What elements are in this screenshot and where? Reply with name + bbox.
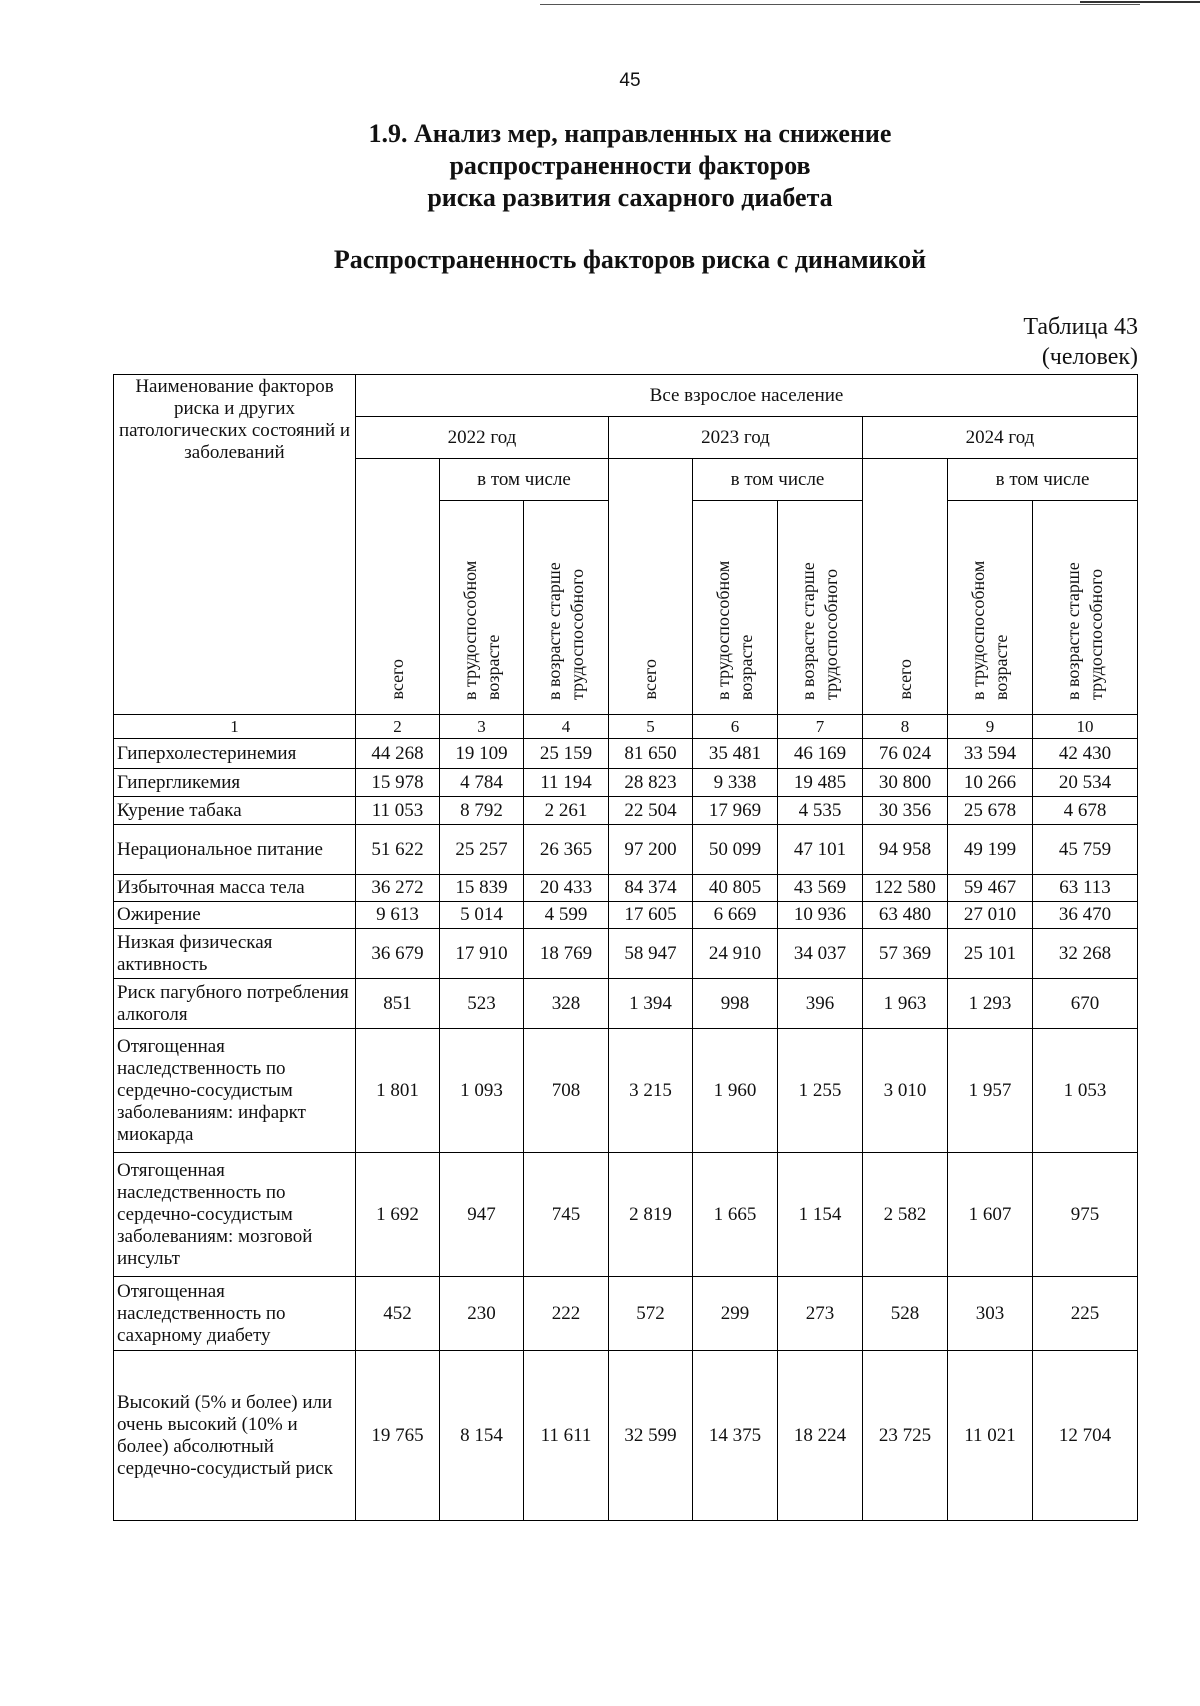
cell-value: 998 xyxy=(693,979,778,1029)
cell-value: 63 113 xyxy=(1033,875,1138,902)
cell-value: 396 xyxy=(778,979,863,1029)
cell-value: 1 093 xyxy=(440,1029,524,1153)
cell-value: 25 159 xyxy=(524,739,609,769)
cell-value: 1 154 xyxy=(778,1153,863,1277)
cell-value: 670 xyxy=(1033,979,1138,1029)
header-including-2023: в том числе xyxy=(693,459,863,501)
cell-value: 328 xyxy=(524,979,609,1029)
column-number: 2 xyxy=(356,715,440,739)
risk-factors-table xyxy=(113,374,1138,1521)
cell-value: 14 375 xyxy=(693,1351,778,1521)
cell-value: 851 xyxy=(356,979,440,1029)
cell-value: 122 580 xyxy=(863,875,948,902)
header-including-2024: в том числе xyxy=(948,459,1138,501)
cell-value: 5 014 xyxy=(440,902,524,929)
cell-value: 947 xyxy=(440,1153,524,1277)
cell-value: 57 369 xyxy=(863,929,948,979)
cell-value: 1 394 xyxy=(609,979,693,1029)
cell-value: 17 969 xyxy=(693,797,778,825)
cell-value: 3 215 xyxy=(609,1029,693,1153)
cell-value: 9 338 xyxy=(693,769,778,797)
header-including-2022: в том числе xyxy=(440,459,609,501)
header-working-age-2023: в трудоспособном возрасте xyxy=(693,501,778,715)
row-label: Ожирение xyxy=(114,902,356,929)
cell-value: 46 169 xyxy=(778,739,863,769)
cell-value: 44 268 xyxy=(356,739,440,769)
table-row xyxy=(114,739,1138,769)
cell-value: 8 792 xyxy=(440,797,524,825)
section-title-line: 1.9. Анализ мер, направленных на снижение xyxy=(368,119,892,148)
table-row xyxy=(114,769,1138,797)
header-year-2024: 2024 год xyxy=(863,417,1138,459)
cell-value: 745 xyxy=(524,1153,609,1277)
table-row xyxy=(114,875,1138,902)
section-title-line: риска развития сахарного диабета xyxy=(427,183,833,212)
cell-value: 32 599 xyxy=(609,1351,693,1521)
cell-value: 30 800 xyxy=(863,769,948,797)
row-label: Отягощенная наследственность по сердечно-сосудистым заболеваниям: мозговой инсульт xyxy=(114,1153,356,1277)
cell-value: 94 958 xyxy=(863,825,948,875)
cell-value: 25 101 xyxy=(948,929,1033,979)
header-older-2024: в возрасте старше трудоспособного xyxy=(1033,501,1138,715)
cell-value: 222 xyxy=(524,1277,609,1351)
cell-value: 28 823 xyxy=(609,769,693,797)
table-row xyxy=(114,797,1138,825)
cell-value: 1 665 xyxy=(693,1153,778,1277)
cell-value: 452 xyxy=(356,1277,440,1351)
row-label: Гиперхолестеринемия xyxy=(114,739,356,769)
cell-value: 273 xyxy=(778,1277,863,1351)
page-number: 45 xyxy=(619,70,641,91)
cell-value: 40 805 xyxy=(693,875,778,902)
cell-value: 1 053 xyxy=(1033,1029,1138,1153)
row-label: Высокий (5% и более) или очень высокий (10% и более) абсолютный сердечно-сосудистый риск xyxy=(114,1351,356,1521)
cell-value: 51 622 xyxy=(356,825,440,875)
cell-value: 4 784 xyxy=(440,769,524,797)
cell-value: 9 613 xyxy=(356,902,440,929)
cell-value: 76 024 xyxy=(863,739,948,769)
column-number: 5 xyxy=(609,715,693,739)
cell-value: 1 801 xyxy=(356,1029,440,1153)
table-row xyxy=(114,902,1138,929)
cell-value: 975 xyxy=(1033,1153,1138,1277)
cell-value: 32 268 xyxy=(1033,929,1138,979)
cell-value: 45 759 xyxy=(1033,825,1138,875)
cell-value: 299 xyxy=(693,1277,778,1351)
cell-value: 1 255 xyxy=(778,1029,863,1153)
cell-value: 23 725 xyxy=(863,1351,948,1521)
header-year-2023: 2023 год xyxy=(609,417,863,459)
column-number: 8 xyxy=(863,715,948,739)
cell-value: 1 293 xyxy=(948,979,1033,1029)
column-number: 9 xyxy=(948,715,1033,739)
cell-value: 1 957 xyxy=(948,1029,1033,1153)
table-row xyxy=(114,979,1138,1029)
cell-value: 11 611 xyxy=(524,1351,609,1521)
cell-value: 10 936 xyxy=(778,902,863,929)
header-older-2022: в возрасте старше трудоспособного xyxy=(524,501,609,715)
column-number: 4 xyxy=(524,715,609,739)
cell-value: 18 769 xyxy=(524,929,609,979)
header-total-2022: всего xyxy=(356,459,440,715)
table-row xyxy=(114,825,1138,875)
cell-value: 1 960 xyxy=(693,1029,778,1153)
cell-value: 10 266 xyxy=(948,769,1033,797)
cell-value: 43 569 xyxy=(778,875,863,902)
header-older-2023: в возрасте старше трудоспособного xyxy=(778,501,863,715)
cell-value: 81 650 xyxy=(609,739,693,769)
cell-value: 30 356 xyxy=(863,797,948,825)
row-label: Отягощенная наследственность по сердечно-сосудистым заболеваниям: инфаркт миокарда xyxy=(114,1029,356,1153)
header-total-2023: всего xyxy=(609,459,693,715)
section-title xyxy=(300,118,960,214)
table-row xyxy=(114,1277,1138,1351)
cell-value: 25 257 xyxy=(440,825,524,875)
cell-value: 11 194 xyxy=(524,769,609,797)
cell-value: 17 605 xyxy=(609,902,693,929)
header-working-age-2024: в трудоспособном возрасте xyxy=(948,501,1033,715)
cell-value: 17 910 xyxy=(440,929,524,979)
cell-value: 35 481 xyxy=(693,739,778,769)
cell-value: 2 261 xyxy=(524,797,609,825)
table-row xyxy=(114,1351,1138,1521)
table-subtitle: Распространенность факторов риска с динамикой xyxy=(333,245,927,274)
cell-value: 11 021 xyxy=(948,1351,1033,1521)
cell-value: 2 819 xyxy=(609,1153,693,1277)
row-label: Риск пагубного потребления алкоголя xyxy=(114,979,356,1029)
cell-value: 33 594 xyxy=(948,739,1033,769)
row-label: Избыточная масса тела xyxy=(114,875,356,902)
cell-value: 4 599 xyxy=(524,902,609,929)
cell-value: 20 433 xyxy=(524,875,609,902)
cell-value: 19 765 xyxy=(356,1351,440,1521)
section-title-line: распространенности факторов xyxy=(449,151,811,180)
cell-value: 572 xyxy=(609,1277,693,1351)
cell-value: 84 374 xyxy=(609,875,693,902)
cell-value: 59 467 xyxy=(948,875,1033,902)
cell-value: 34 037 xyxy=(778,929,863,979)
column-number: 6 xyxy=(693,715,778,739)
header-total-2024: всего xyxy=(863,459,948,715)
cell-value: 18 224 xyxy=(778,1351,863,1521)
cell-value: 8 154 xyxy=(440,1351,524,1521)
cell-value: 42 430 xyxy=(1033,739,1138,769)
cell-value: 58 947 xyxy=(609,929,693,979)
cell-value: 1 607 xyxy=(948,1153,1033,1277)
cell-value: 708 xyxy=(524,1029,609,1153)
cell-value: 528 xyxy=(863,1277,948,1351)
column-number: 1 xyxy=(114,715,356,739)
cell-value: 25 678 xyxy=(948,797,1033,825)
table-row xyxy=(114,1153,1138,1277)
header-factor-name: Наименование факторов риска и других патологических состояний и заболеваний xyxy=(114,375,356,715)
cell-value: 47 101 xyxy=(778,825,863,875)
table-row xyxy=(114,1029,1138,1153)
header-working-age-2022: в трудоспособном возрасте xyxy=(440,501,524,715)
table-number: Таблица 43 xyxy=(1023,314,1138,340)
cell-value: 24 910 xyxy=(693,929,778,979)
table-unit: (человек) xyxy=(1041,344,1138,370)
column-number: 7 xyxy=(778,715,863,739)
cell-value: 15 839 xyxy=(440,875,524,902)
scan-edge-line-bold xyxy=(1080,1,1200,3)
cell-value: 3 010 xyxy=(863,1029,948,1153)
cell-value: 1 963 xyxy=(863,979,948,1029)
cell-value: 2 582 xyxy=(863,1153,948,1277)
scan-edge-line xyxy=(540,4,1140,5)
cell-value: 19 485 xyxy=(778,769,863,797)
cell-value: 4 678 xyxy=(1033,797,1138,825)
column-number: 3 xyxy=(440,715,524,739)
cell-value: 4 535 xyxy=(778,797,863,825)
cell-value: 225 xyxy=(1033,1277,1138,1351)
cell-value: 97 200 xyxy=(609,825,693,875)
cell-value: 1 692 xyxy=(356,1153,440,1277)
table-row xyxy=(114,929,1138,979)
row-label: Гипергликемия xyxy=(114,769,356,797)
cell-value: 50 099 xyxy=(693,825,778,875)
cell-value: 15 978 xyxy=(356,769,440,797)
table-body xyxy=(114,739,1138,1521)
row-label: Низкая физическая активность xyxy=(114,929,356,979)
cell-value: 6 669 xyxy=(693,902,778,929)
cell-value: 20 534 xyxy=(1033,769,1138,797)
table-caption xyxy=(1023,312,1138,372)
cell-value: 27 010 xyxy=(948,902,1033,929)
row-label: Отягощенная наследственность по сахарному диабету xyxy=(114,1277,356,1351)
row-label: Нерациональное питание xyxy=(114,825,356,875)
cell-value: 36 272 xyxy=(356,875,440,902)
cell-value: 63 480 xyxy=(863,902,948,929)
cell-value: 49 199 xyxy=(948,825,1033,875)
column-number: 10 xyxy=(1033,715,1138,739)
cell-value: 12 704 xyxy=(1033,1351,1138,1521)
cell-value: 36 470 xyxy=(1033,902,1138,929)
cell-value: 22 504 xyxy=(609,797,693,825)
cell-value: 19 109 xyxy=(440,739,524,769)
cell-value: 230 xyxy=(440,1277,524,1351)
row-label: Курение табака xyxy=(114,797,356,825)
cell-value: 26 365 xyxy=(524,825,609,875)
header-population: Все взрослое население xyxy=(356,375,1138,417)
header-year-2022: 2022 год xyxy=(356,417,609,459)
column-number-row xyxy=(114,715,1138,739)
cell-value: 11 053 xyxy=(356,797,440,825)
cell-value: 523 xyxy=(440,979,524,1029)
cell-value: 36 679 xyxy=(356,929,440,979)
cell-value: 303 xyxy=(948,1277,1033,1351)
